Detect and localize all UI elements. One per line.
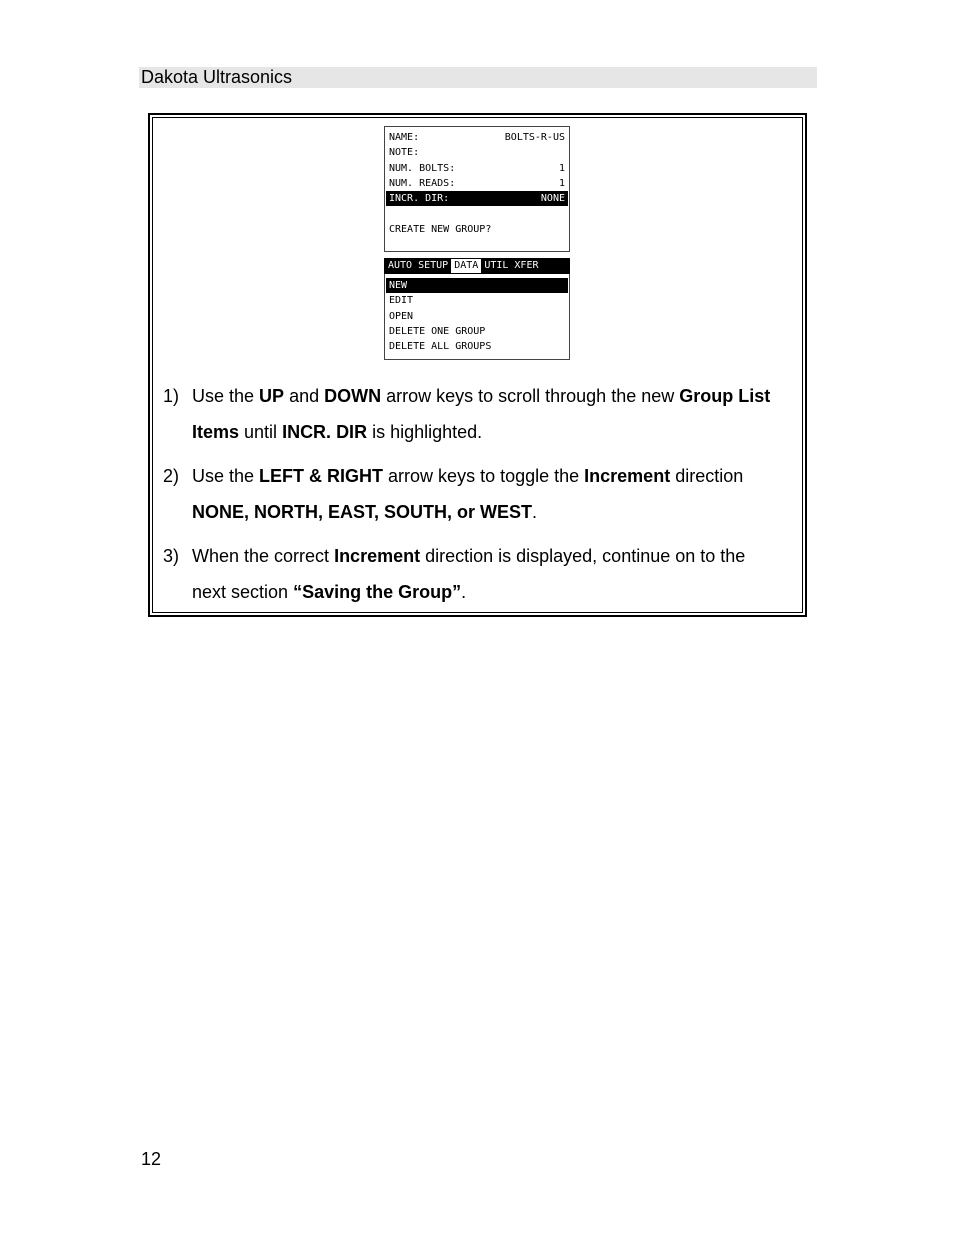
device-lcd-screenshot — [384, 126, 570, 360]
lcd-field-value: 1 — [558, 162, 565, 174]
instruction-step — [163, 538, 783, 610]
step-text-bold: DOWN — [324, 386, 382, 406]
step-text-run: is highlighted. — [367, 422, 483, 442]
lcd-tab: AUTO SETUP — [388, 260, 449, 271]
step-text-bold: UP — [259, 386, 285, 406]
page-header — [139, 67, 817, 88]
lcd-menu-item: DELETE ONE GROUP — [389, 325, 486, 337]
menu-tabs — [384, 258, 570, 274]
lcd-field-value: BOLTS-R-US — [504, 132, 565, 143]
step-text-bold: Group List Items — [192, 386, 771, 442]
lcd-field-value: NONE — [540, 193, 565, 205]
step-text-bold: LEFT & RIGHT — [259, 466, 384, 486]
create-group-prompt: CREATE NEW GROUP? — [389, 223, 492, 235]
page-number: 12 — [141, 1149, 162, 1169]
lcd-field-row — [386, 130, 568, 145]
step-text-run: When the correct — [192, 546, 335, 566]
lcd-field-row — [386, 145, 568, 160]
step-text-bold: NONE, NORTH, EAST, SOUTH, or WEST — [192, 502, 533, 522]
lcd-menu-item: NEW — [386, 278, 568, 293]
header-title: Dakota Ultrasonics — [141, 67, 293, 87]
instruction-step — [163, 378, 783, 450]
step-text-run: and — [284, 386, 325, 406]
lcd-tab: XFER — [514, 260, 539, 271]
step-text-run: Use the — [192, 386, 260, 406]
lcd-menu-item: OPEN — [389, 310, 414, 322]
step-number: 1) — [163, 386, 180, 406]
step-text-bold: INCR. DIR — [282, 422, 368, 442]
lcd-tab: DATA — [451, 259, 481, 273]
lcd-field-label: NUM. BOLTS: — [389, 162, 456, 174]
lcd-field-label: NUM. READS: — [389, 177, 456, 189]
step-text — [192, 538, 783, 610]
step-text-run: . — [461, 582, 467, 602]
lcd-menu-item: DELETE ALL GROUPS — [389, 341, 492, 353]
step-text-run: direction is displayed, continue on to the next section — [192, 546, 746, 602]
group-fields-panel — [384, 126, 570, 252]
data-menu-list — [384, 274, 570, 360]
step-number: 2) — [163, 466, 180, 486]
lcd-field-row — [386, 176, 568, 191]
step-text-bold: Increment — [334, 546, 421, 566]
step-number: 3) — [163, 546, 180, 566]
lcd-field-label: NOTE: — [389, 147, 420, 159]
step-text-run: arrow keys to toggle the — [383, 466, 585, 486]
lcd-field-label: NAME: — [389, 132, 420, 143]
lcd-field-row — [386, 161, 568, 176]
step-text — [192, 458, 783, 530]
step-text-bold: “Saving the Group” — [293, 582, 462, 602]
lcd-field-row — [386, 191, 568, 206]
step-text-run: until — [239, 422, 283, 442]
instruction-step — [163, 458, 783, 530]
instruction-steps — [163, 378, 783, 618]
lcd-menu-item: EDIT — [389, 295, 414, 307]
lcd-field-label: INCR. DIR: — [389, 193, 450, 205]
step-text — [192, 378, 783, 450]
step-text-run: Use the — [192, 466, 260, 486]
step-text-run: direction — [670, 466, 744, 486]
step-text-run: arrow keys to scroll through the new — [381, 386, 680, 406]
step-text-bold: Increment — [584, 466, 671, 486]
lcd-tab: UTIL — [484, 260, 509, 271]
step-text-run: . — [532, 502, 538, 522]
lcd-field-value: 1 — [558, 177, 565, 189]
